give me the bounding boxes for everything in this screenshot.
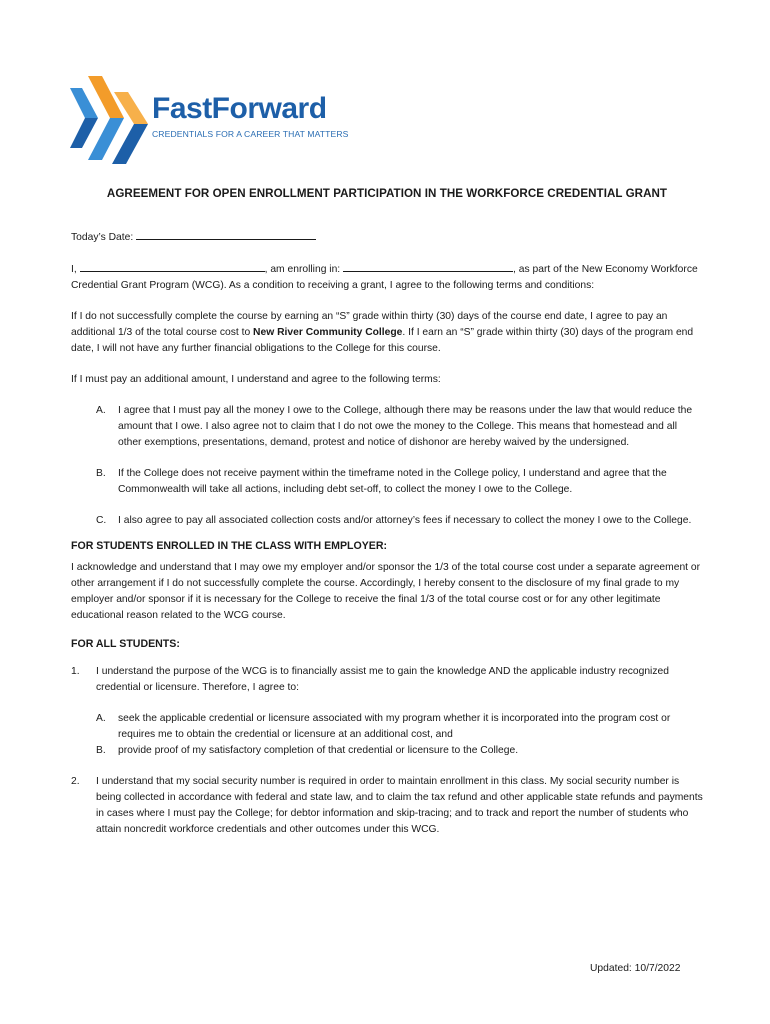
all-students-heading: FOR ALL STUDENTS:	[71, 638, 180, 650]
date-line	[71, 229, 703, 246]
sub-marker: B.	[96, 745, 106, 756]
document-title: AGREEMENT FOR OPEN ENROLLMENT PARTICIPATION IN THE WORKFORCE CREDENTIAL GRANT	[106, 187, 668, 200]
sub-text: seek the applicable credential or licensure associated with my program whether it is incorporated into the program cost or requires me to obtain the credential or licensure at an additional cost, and	[118, 713, 671, 740]
term-marker: C.	[96, 515, 107, 526]
date-label: Today’s Date:	[71, 232, 134, 243]
intro-pre: I,	[71, 264, 77, 275]
completion-paragraph	[71, 309, 703, 357]
brand-tagline: CREDENTIALS FOR A CAREER THAT MATTERS	[152, 129, 349, 139]
item-marker: 1.	[71, 666, 80, 677]
sub-marker: A.	[96, 713, 106, 724]
term-item-a	[71, 403, 703, 451]
p1-post: . If I earn an “S” grade within thirty (30) days of the program end date, I will not have any further financial obligations to the College for this course.	[71, 327, 694, 354]
term-text: I agree that I must pay all the money I owe to the College, although there may be reasons under the law that would reduce the amount that I owe. I also agree not to claim that I do not owe the money to the College. This means that homestead and all other exemptions, presentations, demand, protest and notice of dishonor are hereby waived by the undersigned.	[118, 405, 693, 448]
course-blank[interactable]	[343, 261, 513, 272]
employer-heading: FOR STUDENTS ENROLLED IN THE CLASS WITH EMPLOYER:	[71, 540, 388, 552]
agreement-body	[71, 186, 703, 853]
item-marker: 2.	[71, 776, 80, 787]
chevron-logo-icon	[68, 74, 152, 166]
term-item-c	[71, 513, 703, 529]
college-name: New River Community College	[253, 327, 403, 338]
item-text: I understand that my social security number is required in order to maintain enrollment in this class. My social security number is being collected in accordance with federal and state law, and to claim the tax refund and other applicable state refunds and payments in cases where I must pay the College; for debtor information and skip-tracing; and to track and report the number of students who attain noncredit workforce credentials and other outcomes under this WCG.	[96, 776, 703, 835]
term-marker: B.	[96, 468, 106, 479]
item-text: I understand the purpose of the WCG is to financially assist me to gain the knowledge AND the applicable industry recognized credential or licensure. Therefore, I agree to:	[96, 666, 669, 693]
date-blank[interactable]	[136, 229, 316, 240]
updated-date: Updated: 10/7/2022	[590, 963, 681, 974]
intro-paragraph	[71, 261, 703, 294]
brand-name: FastForward	[152, 92, 327, 125]
term-marker: A.	[96, 405, 106, 416]
sub-text: provide proof of my satisfactory completion of that credential or licensure to the College.	[118, 745, 519, 756]
sub-item-a	[71, 711, 703, 743]
all-item-1	[71, 664, 703, 696]
terms-intro: If I must pay an additional amount, I understand and agree to the following terms:	[71, 374, 441, 385]
intro-post: , as part of the New Economy Workforce Credential Grant Program (WCG). As a condition to receiving a grant, I agree to the following terms and conditions:	[71, 264, 698, 291]
employer-paragraph: I acknowledge and understand that I may owe my employer and/or sponsor the 1/3 of the total course cost under a separate agreement or other arrangement if I do not successfully complete the course. Accordingly, I hereby consent to the disclosure of my final grade to my employer and/or sponsor if it is necessary for the College to receive the final 1/3 of the total course cost or for any other legitimate educational reason related to the WCG course.	[71, 562, 701, 621]
p1-pre: If I do not successfully complete the course by earning an “S” grade within thirty (30) days of the course end date, I agree to pay an additional 1/3 of the total course cost to	[71, 311, 668, 338]
name-blank[interactable]	[80, 261, 265, 272]
all-item-2	[71, 774, 703, 838]
term-item-b	[71, 466, 703, 498]
term-text: I also agree to pay all associated collection costs and/or attorney’s fees if necessary to collect the money I owe to the College.	[118, 515, 692, 526]
sub-item-b	[71, 743, 703, 759]
fastforward-logo	[68, 74, 349, 166]
intro-mid: , am enrolling in:	[264, 264, 341, 275]
term-text: If the College does not receive payment within the timeframe noted in the College policy, I understand and agree that the Commonwealth will take all actions, including debt set-off, to collect the money I owe to the College.	[118, 468, 667, 495]
